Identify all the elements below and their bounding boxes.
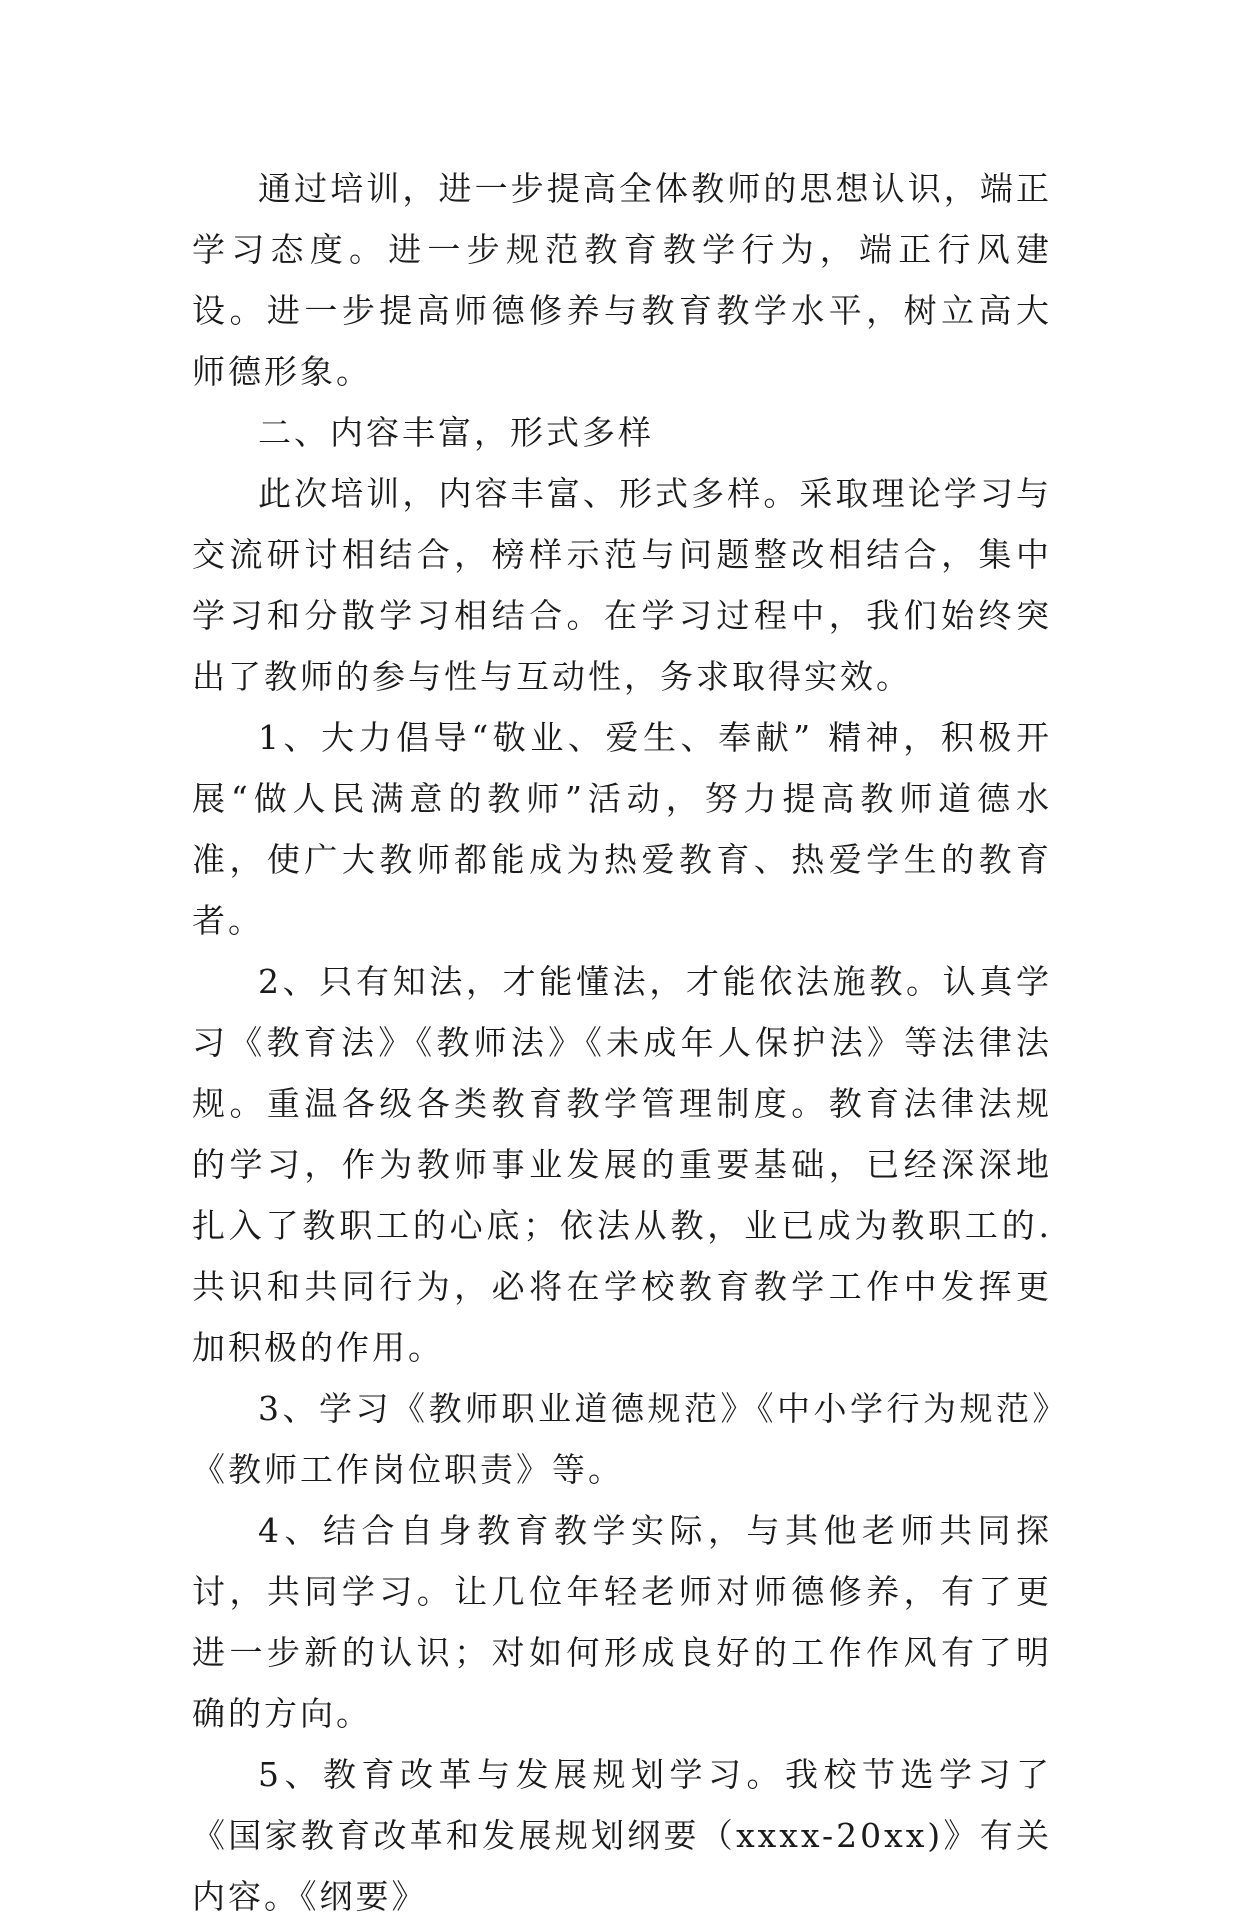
- list-item-3: 3、学习《教师职业道德规范》《中小学行为规范》《教师工作岗位职责》等。: [192, 1389, 1052, 1489]
- section-heading-content: 二、内容丰富，形式多样: [258, 413, 654, 452]
- list-item-2: 2、只有知法，才能懂法，才能依法施教。认真学习《教育法》《教师法》《未成年人保护法》等法律法规。重温各级各类教育教学管理制度。教育法律法规的学习，作为教师事业发展的重要基础，已经深深地扎入了教职工的心底；依法从教，业已成为教职工的.共识和共同行为，必将在学校教育教学工作中发挥更加积极的作用。: [192, 962, 1052, 1367]
- list-item-1: 1、大力倡导“敬业、爱生、奉献” 精神，积极开展“做人民满意的教师”活动，努力提高教师道德水准，使广大教师都能成为热爱教育、热爱学生的教育者。: [192, 718, 1052, 940]
- list-item-4: 4、结合自身教育教学实际，与其他老师共同探讨，共同学习。让几位年轻老师对师德修养，有了更进一步新的认识；对如何形成良好的工作作风有了明确的方向。: [192, 1511, 1052, 1733]
- document-body: [192, 158, 1052, 1927]
- paragraph-training-forms: 此次培训，内容丰富、形式多样。采取理论学习与交流研讨相结合，榜样示范与问题整改相结合，集中学习和分散学习相结合。在学习过程中，我们始终突出了教师的参与性与互动性，务求取得实效。: [192, 474, 1052, 696]
- paragraph-training-goals: 通过培训，进一步提高全体教师的思想认识，端正学习态度。进一步规范教育教学行为，端正行风建设。进一步提高师德修养与教育教学水平，树立高大师德形象。: [192, 169, 1052, 391]
- list-item-5: 5、教育改革与发展规划学习。我校节选学习了《国家教育改革和发展规划纲要（xxxx-20xx)》有关内容。《纲要》: [192, 1755, 1052, 1916]
